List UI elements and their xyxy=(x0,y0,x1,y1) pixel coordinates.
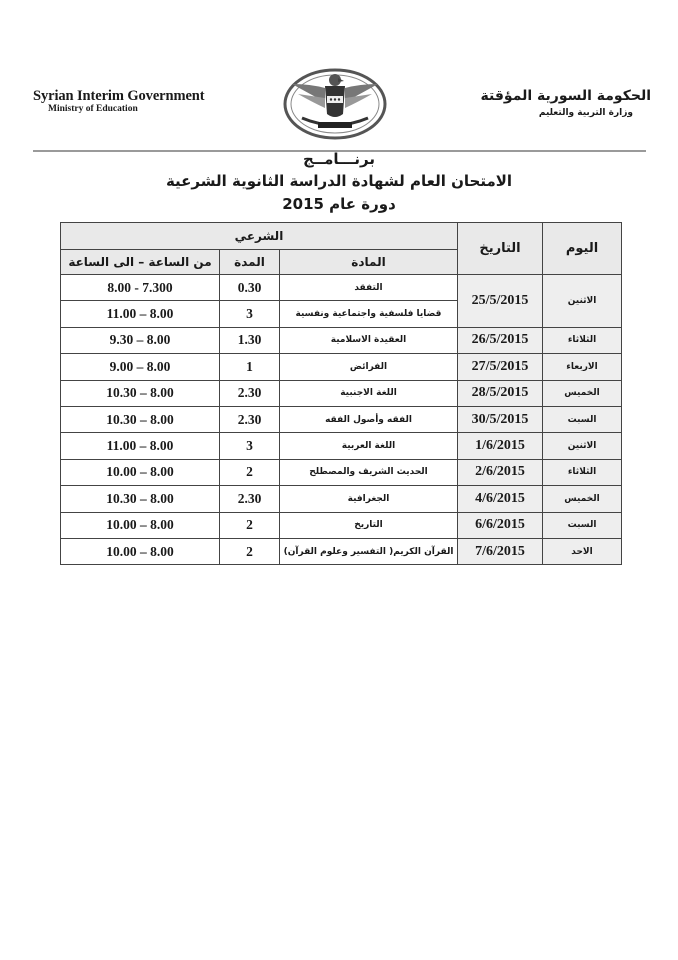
cell-day: الثلاثاء xyxy=(543,459,622,485)
header-date: التاريخ xyxy=(458,223,543,275)
cell-duration: 0.30 xyxy=(220,275,280,301)
cell-duration: 2.30 xyxy=(220,380,280,406)
table-row xyxy=(61,275,622,301)
eagle-emblem-icon xyxy=(280,64,390,140)
cell-time: 10.30 – 8.00 xyxy=(61,380,220,406)
table-row xyxy=(61,380,622,406)
cell-date: 1/6/2015 xyxy=(458,433,543,459)
cell-subject: التفقد xyxy=(280,275,458,301)
cell-duration: 2.30 xyxy=(220,406,280,432)
cell-date: 25/5/2015 xyxy=(458,275,543,328)
cell-time: 10.30 – 8.00 xyxy=(61,486,220,512)
cell-subject: القرآن الكريم( التفسير وعلوم القرآن) xyxy=(280,538,458,564)
cell-day: الاثنين xyxy=(543,433,622,459)
table-row xyxy=(61,459,622,485)
cell-date: 27/5/2015 xyxy=(458,354,543,380)
cell-time: 11.00 – 8.00 xyxy=(61,433,220,459)
table-row xyxy=(61,512,622,538)
table-row xyxy=(61,433,622,459)
header-day: اليوم xyxy=(543,223,622,275)
cell-date: 28/5/2015 xyxy=(458,380,543,406)
cell-date: 7/6/2015 xyxy=(458,538,543,564)
cell-date: 30/5/2015 xyxy=(458,406,543,432)
cell-day: الاحد xyxy=(543,538,622,564)
header-branch: الشرعي xyxy=(61,223,458,250)
cell-date: 4/6/2015 xyxy=(458,486,543,512)
cell-duration: 2 xyxy=(220,512,280,538)
cell-day: الاثنين xyxy=(543,275,622,328)
cell-subject: الفرائض xyxy=(280,354,458,380)
cell-subject: الفقه وأصول الفقه xyxy=(280,406,458,432)
table-row xyxy=(61,486,622,512)
cell-day: السبت xyxy=(543,512,622,538)
header-duration: المدة xyxy=(220,250,280,275)
letterhead-ar-subtitle: وزارة التربية والتعليم xyxy=(538,108,633,118)
header-time: من الساعة – الى الساعة xyxy=(61,250,220,275)
cell-time: 10.30 – 8.00 xyxy=(61,406,220,432)
cell-time: 10.00 – 8.00 xyxy=(61,512,220,538)
exam-title: الامتحان العام لشهادة الدراسة الثانوية الشرعية xyxy=(165,172,513,190)
cell-day: الخميس xyxy=(543,486,622,512)
cell-subject: اللغة العربية xyxy=(280,433,458,459)
cell-subject: العقيدة الاسلامية xyxy=(280,327,458,353)
cell-day: الاربعاء xyxy=(543,354,622,380)
cell-time: 10.00 – 8.00 xyxy=(61,459,220,485)
table-row xyxy=(61,354,622,380)
exam-schedule-table xyxy=(60,222,622,565)
letterhead-ar-title: الحكومة السورية المؤقتة xyxy=(480,88,651,104)
cell-day: الثلاثاء xyxy=(543,327,622,353)
letterhead-en-title: Syrian Interim Government xyxy=(33,88,205,104)
cell-day: السبت xyxy=(543,406,622,432)
program-heading: برنـــامــج xyxy=(303,150,375,168)
table-row xyxy=(61,538,622,564)
cell-subject: الحديث الشريف والمصطلح xyxy=(280,459,458,485)
cell-duration: 2 xyxy=(220,538,280,564)
header-subject: المادة xyxy=(280,250,458,275)
table-row xyxy=(61,327,622,353)
cell-date: 6/6/2015 xyxy=(458,512,543,538)
cell-time: 9.30 – 8.00 xyxy=(61,327,220,353)
cell-duration: 3 xyxy=(220,433,280,459)
cell-day: الخميس xyxy=(543,380,622,406)
cell-subject: التاريخ xyxy=(280,512,458,538)
cell-duration: 1.30 xyxy=(220,327,280,353)
cell-time: 9.00 – 8.00 xyxy=(61,354,220,380)
cell-time: 10.00 – 8.00 xyxy=(61,538,220,564)
table-row xyxy=(61,406,622,432)
cell-duration: 3 xyxy=(220,301,280,327)
cell-date: 2/6/2015 xyxy=(458,459,543,485)
cell-subject: اللغة الاجنبية xyxy=(280,380,458,406)
cell-duration: 1 xyxy=(220,354,280,380)
cell-subject: قضايا فلسفية واجتماعية ونفسية xyxy=(280,301,458,327)
cell-subject: الجغرافية xyxy=(280,486,458,512)
cell-time: 8.00 - 7.300 xyxy=(61,275,220,301)
session-year: دورة عام 2015 xyxy=(282,195,396,213)
letterhead-en-subtitle: Ministry of Education xyxy=(48,104,138,114)
cell-time: 11.00 – 8.00 xyxy=(61,301,220,327)
cell-duration: 2 xyxy=(220,459,280,485)
cell-duration: 2.30 xyxy=(220,486,280,512)
cell-date: 26/5/2015 xyxy=(458,327,543,353)
